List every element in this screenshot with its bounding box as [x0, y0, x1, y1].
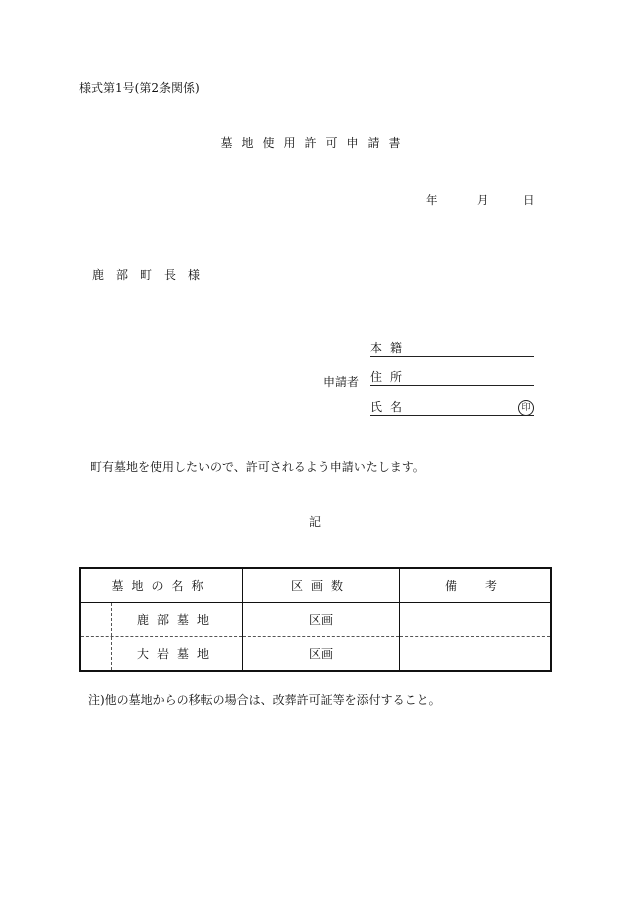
remarks-cell[interactable]	[400, 637, 552, 672]
row-name-cell	[80, 603, 243, 637]
date-year-label: 年	[426, 193, 438, 207]
date-day-label: 日	[523, 193, 535, 207]
date-line	[426, 192, 535, 208]
header-cell-name: 墓地の名称	[80, 568, 243, 603]
request-statement: 町有墓地を使用したいので、許可されるよう申請いたします。	[90, 460, 425, 474]
table-row	[80, 603, 551, 637]
row-name-cell	[80, 637, 243, 672]
name-field[interactable]	[370, 399, 534, 416]
form-number: 様式第1号(第2条関係)	[79, 81, 200, 95]
table-header-row	[80, 568, 551, 603]
cemetery-name: 鹿部墓地	[136, 613, 217, 627]
ki-heading: 記	[308, 515, 321, 529]
checkbox-column[interactable]	[81, 637, 112, 670]
addressee: 鹿部町長様	[92, 268, 213, 282]
address-field[interactable]	[370, 369, 534, 386]
cemetery-name: 大岩墓地	[136, 647, 217, 661]
checkbox-column[interactable]	[81, 603, 112, 636]
remarks-cell[interactable]	[400, 603, 552, 637]
domicile-label: 本籍	[370, 341, 411, 355]
header-cell-count: 区画数	[243, 568, 400, 603]
attachment-note: 注)他の墓地からの移転の場合は、改葬許可証等を添付すること。	[88, 693, 441, 707]
plot-count-cell[interactable]: 区画	[243, 637, 400, 672]
date-month-label: 月	[477, 193, 489, 207]
applicant-label: 申請者	[323, 375, 360, 389]
seal-icon: 印	[518, 400, 534, 416]
name-label: 氏名	[370, 400, 411, 414]
header-cell-remarks: 備 考	[400, 568, 552, 603]
address-label: 住所	[370, 370, 411, 384]
document-title: 墓地使用許可申請書	[220, 136, 410, 150]
grave-table	[79, 567, 552, 672]
plot-count-cell[interactable]: 区画	[243, 603, 400, 637]
domicile-field[interactable]	[370, 340, 534, 357]
table-row	[80, 637, 551, 672]
